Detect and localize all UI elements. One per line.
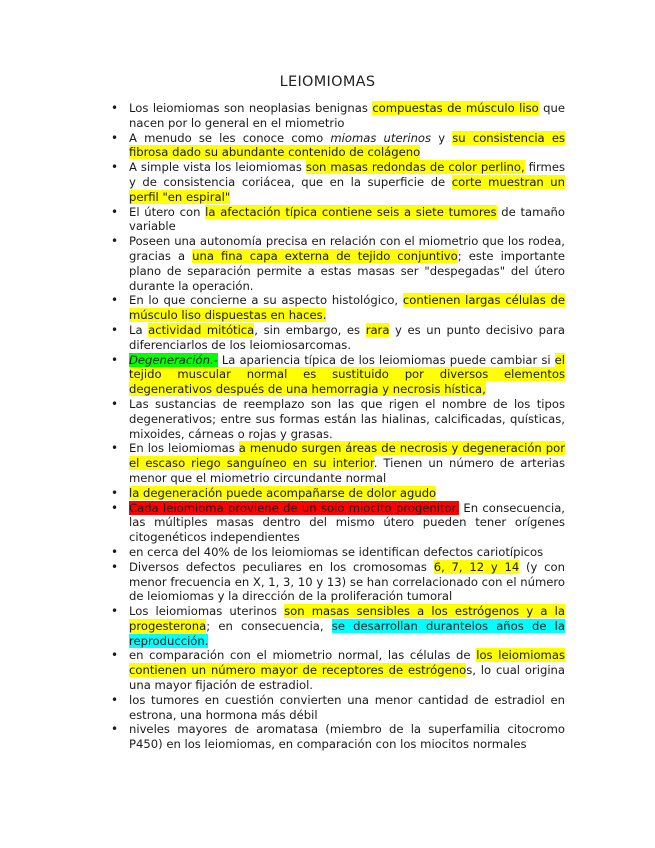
- highlighted-text: rara: [365, 322, 390, 337]
- text-segment: La: [129, 322, 149, 337]
- list-item: [129, 648, 565, 692]
- text-segment: Poseen una autonomía precisa en relación con el miometrio que los rodea, gracias a: [129, 234, 565, 263]
- highlighted-text: el tejido muscular normal es sustituido por diversos elementos degenerativos después de una hemorragia y necrosis hística,: [129, 352, 565, 397]
- text-segment: firmes y de consistencia coriácea, que en la superficie de: [129, 160, 565, 189]
- text-segment: , sin embargo, es: [254, 322, 366, 337]
- highlighted-text: corte muestran un perfil "en espiral": [129, 174, 566, 204]
- highlighted-text: la degeneración puede acompañarse de dolor agudo: [129, 485, 437, 500]
- text-segment: Los leiomiomas uterinos: [129, 604, 285, 619]
- highlighted-text: a menudo surgen áreas de necrosis y degeneración por el escaso riego sanguíneo en su interior: [129, 441, 565, 471]
- text-segment: El útero con: [129, 204, 206, 219]
- text-segment: La apariencia típica de los leiomiomas puede cambiar si: [217, 352, 555, 367]
- list-item: [129, 722, 565, 752]
- text-segment: miomas uterinos: [330, 130, 432, 145]
- text-segment: ; en consecuencia,: [206, 618, 332, 633]
- highlighted-text: contienen largas células de músculo liso dispuestas en haces.: [129, 293, 565, 323]
- text-segment: . Tienen un número de arterias menor que el miometrio circundante normal: [129, 456, 565, 485]
- list-item: [129, 205, 565, 235]
- text-segment: y es un punto decisivo para diferenciarlos de los leiomiosarcomas.: [129, 322, 565, 352]
- text-segment: los tumores en cuestión convierten una menor cantidad de estradiol en estrona, una hormona más débil: [129, 692, 565, 722]
- text-segment: en comparación con el miometrio normal, las células de: [129, 648, 477, 663]
- list-item: [129, 545, 565, 560]
- highlighted-text: la afectación típica contiene seis a siete tumores: [205, 204, 497, 219]
- text-segment: ; este importante plano de separación permite a estas masas ser "despegadas" del útero durante la operación.: [129, 248, 565, 293]
- list-item: [129, 693, 565, 723]
- list-item: [129, 323, 565, 353]
- text-segment: Diversos defectos peculiares en los cromosomas: [129, 559, 434, 574]
- list-item: [129, 101, 565, 131]
- highlighted-text: Cada leiomioma proviene de un solo miocito progenitor.: [129, 500, 460, 515]
- text-segment: Los leiomiomas son neoplasias benignas: [129, 101, 373, 115]
- highlighted-text: son masas redondas de color perlino,: [305, 160, 525, 175]
- list-item: [129, 560, 565, 604]
- text-segment: En lo que concierne a su aspecto histológico,: [129, 293, 403, 308]
- highlighted-text: Degeneración.-: [129, 352, 218, 367]
- list-item: [129, 131, 565, 161]
- text-segment: s, lo cual origina una mayor fijación de estradiol.: [129, 663, 565, 693]
- list-item: [129, 604, 565, 648]
- text-segment: y: [431, 130, 453, 145]
- text-segment: en cerca del 40% de los leiomiomas se identifican defectos cariotípicos: [129, 544, 544, 559]
- list-item: [129, 293, 565, 323]
- bullet-list: [129, 101, 565, 752]
- highlighted-text: 6, 7, 12 y 14: [433, 559, 520, 574]
- document-title: LEIOMIOMAS: [279, 74, 376, 90]
- text-segment: que nacen por lo general en el miometrio: [129, 101, 565, 130]
- highlighted-text: compuestas de músculo liso: [372, 101, 539, 115]
- text-segment: niveles mayores de aromatasa (miembro de la superfamilia citocromo P450) en los leiomiomas, en comparación con los miocitos normales: [129, 722, 565, 752]
- text-segment: de tamaño variable: [129, 204, 565, 234]
- list-item: [129, 441, 565, 485]
- text-segment: En los leiomiomas: [129, 441, 239, 456]
- text-segment: En consecuencia, las múltiples masas dentro del mismo útero pueden tener orígenes citogenéticos independientes: [129, 500, 565, 545]
- text-segment: A simple vista los leiomiomas: [129, 160, 306, 175]
- text-segment: Las sustancias de reemplazo son las que rigen el nombre de los tipos degenerativos; entre sus formas están las hialinas, calcificadas, quísticas, mixoides, cárneas o rojas y grasas.: [129, 396, 565, 441]
- list-item: [129, 160, 565, 204]
- list-item: [129, 353, 565, 397]
- text-segment: A menudo se les conoce como: [129, 130, 331, 145]
- highlighted-text: son masas sensibles a los estrógenos y a la progesterona: [129, 604, 565, 633]
- highlighted-text: los leiomiomas contienen un número mayor de receptores de estrógeno: [129, 648, 565, 678]
- list-item: [129, 397, 565, 441]
- highlighted-text: una fina capa externa de tejido conjuntivo: [192, 248, 458, 263]
- highlighted-text: se desarrollan durantelos años de la reproducción.: [129, 618, 565, 648]
- text-segment: (y con menor frecuencia en X, 1, 3, 10 y 13) se han correlacionado con el número de leiomiomas y la dirección de la proliferación tumoral: [129, 559, 566, 604]
- list-item: [129, 501, 565, 545]
- highlighted-text: su consistencia es fibrosa dado su abundante contenido de colágeno: [129, 130, 566, 160]
- list-item: [129, 234, 565, 293]
- highlighted-text: actividad mitótica: [148, 322, 255, 337]
- list-item: [129, 486, 565, 501]
